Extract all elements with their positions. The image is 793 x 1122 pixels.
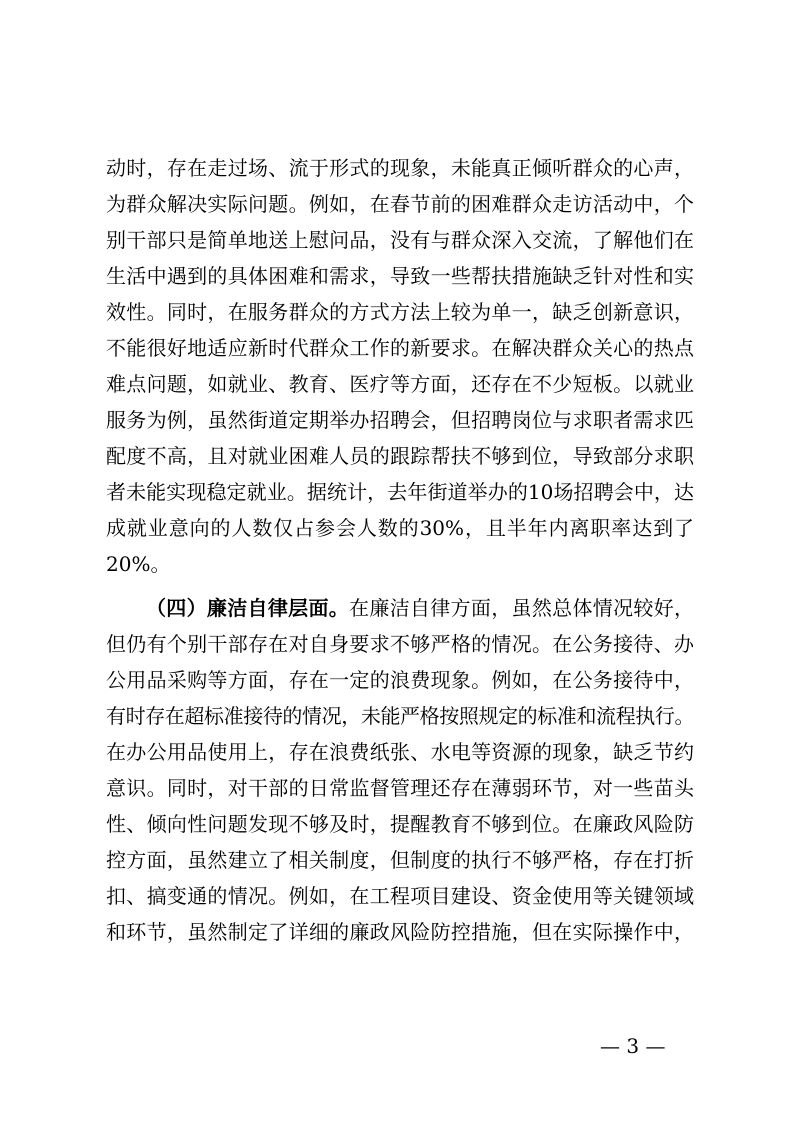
text-line: 动时，存在走过场、流于形式的现象，未能真正倾听群众的心声， (106, 156, 694, 180)
text-line: 别干部只是简单地送上慰问品，没有与群众深入交流，了解他们在 (106, 228, 694, 252)
paragraph-first-line (146, 590, 694, 626)
text-line: 20%。 (106, 552, 171, 576)
text-line: 者未能实现稳定就业。据统计，去年街道举办的10场招聘会中，达 (106, 480, 694, 504)
text-line: 意识。同时，对干部的日常监督管理还存在薄弱环节，对一些苗头 (106, 776, 694, 800)
text-line: 性、倾向性问题发现不够及时，提醒教育不够到位。在廉政风险防 (106, 812, 694, 836)
text-line: 控方面，虽然建立了相关制度，但制度的执行不够严格，存在打折 (106, 848, 694, 872)
text-run: 在廉洁自律方面，虽然总体情况较好， (349, 596, 695, 620)
text-line: 难点问题，如就业、教育、医疗等方面，还存在不少短板。以就业 (106, 372, 694, 396)
text-line: 为群众解决实际问题。例如，在春节前的困难群众走访活动中，个 (106, 192, 694, 216)
text-line: 扣、搞变通的情况。例如，在工程项目建设、资金使用等关键领域 (106, 884, 694, 908)
text-line: 服务为例，虽然街道定期举办招聘会，但招聘岗位与求职者需求匹 (106, 408, 694, 432)
section-heading: （四）廉洁自律层面。 (146, 596, 350, 620)
text-line: 不能很好地适应新时代群众工作的新要求。在解决群众关心的热点 (106, 336, 694, 360)
text-line: 但仍有个别干部存在对自身要求不够严格的情况。在公务接待、办 (106, 632, 694, 656)
text-line: 有时存在超标准接待的情况，未能严格按照规定的标准和流程执行。 (106, 704, 694, 728)
text-line: 配度不高，且对就业困难人员的跟踪帮扶不够到位，导致部分求职 (106, 444, 694, 468)
page-number: — 3 — (600, 1034, 666, 1058)
text-line: 公用品采购等方面，存在一定的浪费现象。例如，在公务接待中， (106, 668, 694, 692)
text-line: 在办公用品使用上，存在浪费纸张、水电等资源的现象，缺乏节约 (106, 740, 694, 764)
text-line: 和环节，虽然制定了详细的廉政风险防控措施，但在实际操作中， (106, 920, 694, 944)
text-line: 成就业意向的人数仅占参会人数的30%，且半年内离职率达到了 (106, 516, 694, 540)
text-line: 生活中遇到的具体困难和需求，导致一些帮扶措施缺乏针对性和实 (106, 264, 694, 288)
text-line: 效性。同时，在服务群众的方式方法上较为单一，缺乏创新意识， (106, 300, 694, 324)
